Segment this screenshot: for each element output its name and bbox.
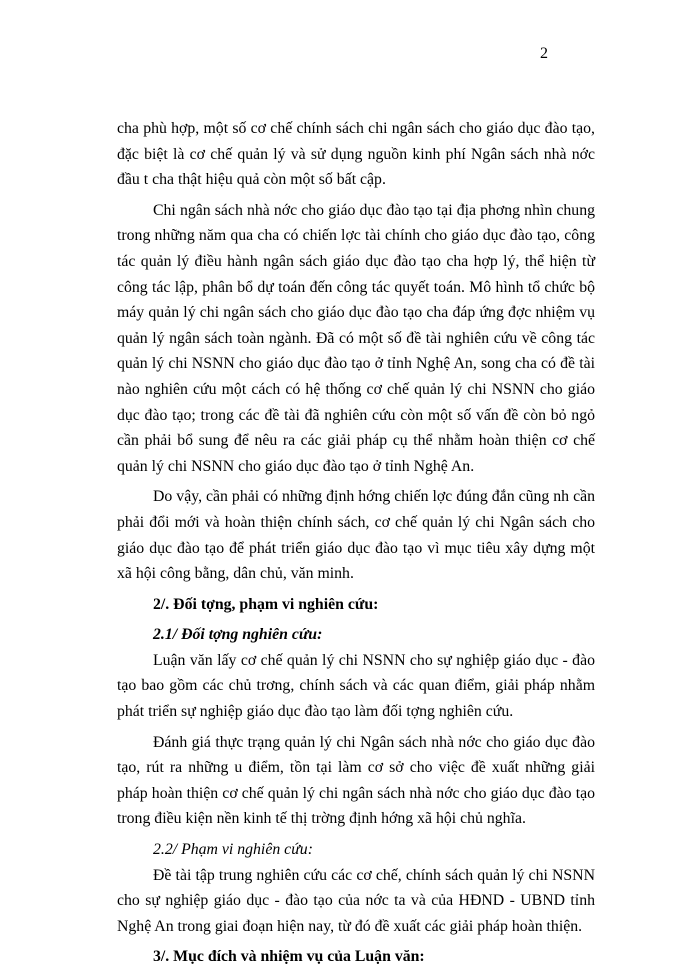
paragraph-budget-overview: Chi ngân sách nhà nớc cho giáo dục đào tạo tại địa phơng nhìn chung trong những năm qua cha có chiến lợc tài chính cho giáo dục đào tạo, công tác quản lý điều hành ngân sách giáo dục đào tạo cha hợp lý, thể hiện từ công tác lập, phân bổ dự toán đến công tác quyết toán. Mô hình tổ chức bộ máy quản lý chi ngân sách cho giáo dục đào tạo cha đáp ứng đợc nhiệm vụ quản lý ngân sách toàn ngành. Đã có một số đề tài nghiên cứu về công tác quản lý chi NSNN cho giáo dục đào tạo ở tỉnh Nghệ An, song cha có đề tài nào nghiên cứu một cách có hệ thống cơ chế quản lý chi NSNN cho giáo dục đào tạo; trong các đề tài đã nghiên cứu còn một số vấn đề còn bỏ ngỏ cần phải bổ sung để nêu ra các giải pháp cụ thể nhằm hoàn thiện cơ chế quản lý chi NSNN cho giáo dục đào tạo ở tỉnh Nghệ An. bbox=[117, 201, 595, 475]
body-text bbox=[117, 116, 595, 970]
subsection-heading-scope: 2.2/ Phạm vi nghiên cứu: bbox=[153, 841, 313, 859]
paragraph-continuation: cha phù hợp, một số cơ chế chính sách chi ngân sách cho giáo dục đào tạo, đặc biệt là cơ chế quản lý và sử dụng nguồn kinh phí Ngân sách nhà nớc đầu t cha thật hiệu quả còn một số bất cập. bbox=[117, 120, 595, 189]
page-number: 2 bbox=[540, 45, 548, 62]
section-heading-purpose: 3/. Mục đích và nhiệm vụ của Luận văn: bbox=[153, 948, 425, 966]
section-heading-scope: 2/. Đối tợng, phạm vi nghiên cứu: bbox=[153, 595, 379, 613]
paragraph-assessment: Đánh giá thực trạng quản lý chi Ngân sách nhà nớc cho giáo dục đào tạo, rút ra những u điểm, tồn tại làm cơ sở cho việc đề xuất những giải pháp hoàn thiện cơ chế quản lý chi ngân sách nhà nớc cho giáo dục đào tạo trong điều kiện nền kinh tế thị trờng định hớng xã hội chủ nghĩa. bbox=[117, 733, 595, 828]
paragraph-scope: Đề tài tập trung nghiên cứu các cơ chế, chính sách quản lý chi NSNN cho sự nghiệp giáo dục - đào tạo của nớc ta và của HĐND - UBND tỉnh Nghệ An trong giai đoạn hiện nay, từ đó đề xuất các giải pháp hoàn thiện. bbox=[117, 866, 595, 935]
subsection-heading-subject: 2.1/ Đối tợng nghiên cứu: bbox=[153, 626, 323, 644]
paragraph-subject: Luận văn lấy cơ chế quản lý chi NSNN cho sự nghiệp giáo dục - đào tạo bao gồm các chủ trơng, chính sách và các quan điểm, giải pháp nhằm phát triển sự nghiệp giáo dục đào tạo làm đối tợng nghiên cứu. bbox=[117, 651, 595, 721]
paragraph-conclusion: Do vậy, cần phải có những định hớng chiến lợc đúng đắn cũng nh cần phải đổi mới và hoàn thiện chính sách, cơ chế quản lý chi Ngân sách cho giáo dục đào tạo để phát triển giáo dục đào tạo vì mục tiêu xây dựng một xã hội công bằng, dân chủ, văn minh. bbox=[117, 488, 595, 583]
